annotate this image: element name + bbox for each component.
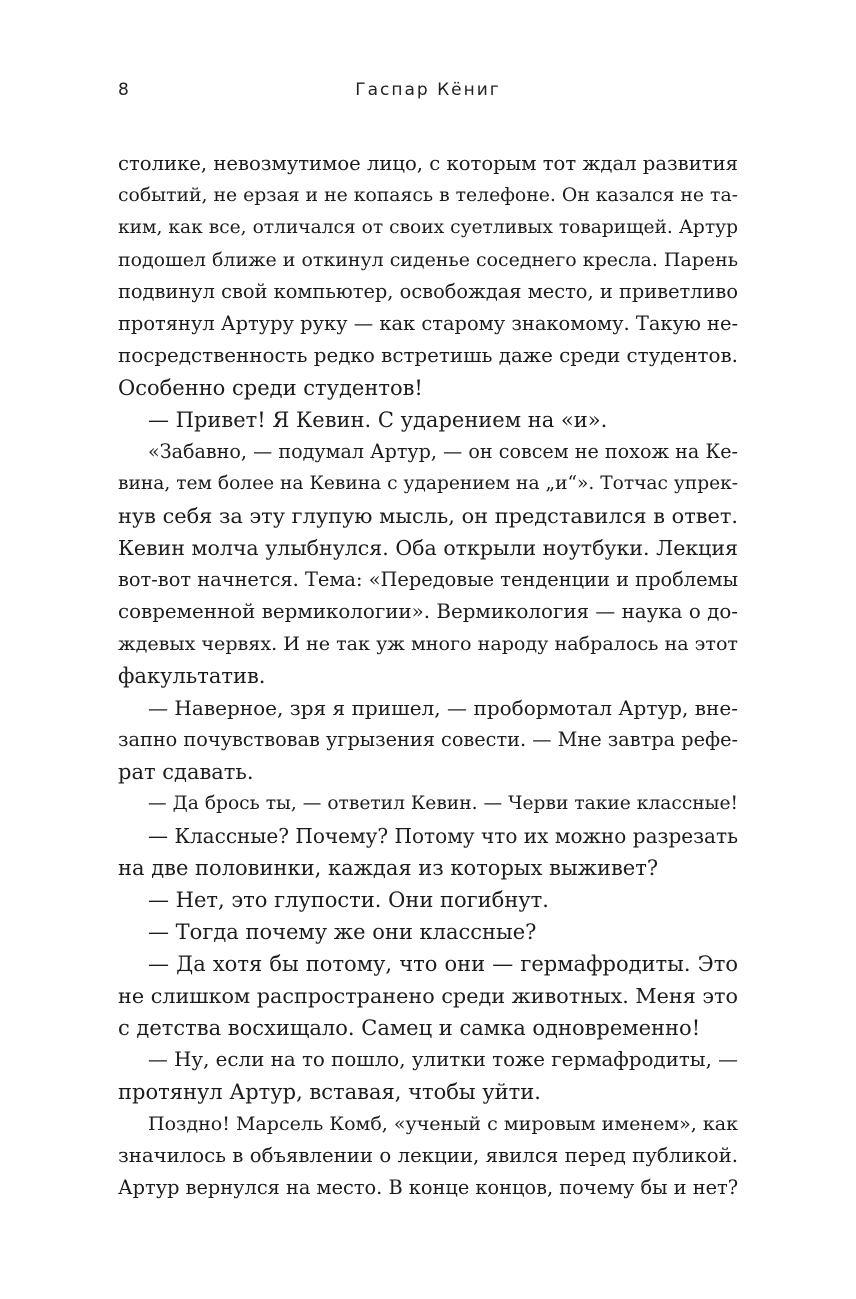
text-line: — Привет! Я Кевин. С ударением на «и». <box>148 408 608 432</box>
text-line: современной вермикологии». Вермикология — наука о до- <box>118 600 738 623</box>
text-line: подошел ближе и откинул сиденье соседнего кресла. Парень <box>118 249 738 271</box>
page-header <box>0 80 856 110</box>
text-line: факультатив. <box>118 664 266 688</box>
text-line: — Ну, если на то пошло, улитки тоже гермафродиты, — <box>148 1048 738 1071</box>
text-line: рат сдавать. <box>118 760 254 784</box>
text-line: столике, невозмутимое лицо, с которым тот ждал развития <box>118 152 738 175</box>
text-line: — Да брось ты, — ответил Кевин. — Черви такие классные! <box>148 793 738 814</box>
text-line: нув себя за эту глупую мысль, он представился в ответ. <box>118 504 738 528</box>
text-line: посредственность редко встретишь даже среди студентов. <box>118 344 738 367</box>
text-line: на две половинки, каждая из которых выживет? <box>118 856 659 880</box>
text-line: не слишком распространено среди животных. Меня это <box>118 984 738 1008</box>
text-line: «Забавно, — подумал Артур, — он совсем не похож на Ке- <box>148 440 738 463</box>
text-line: значилось в объявлении о лекции, явился перед публикой. <box>118 1144 738 1167</box>
text-line: вот-вот начнется. Тема: «Передовые тенденции и проблемы <box>118 568 738 591</box>
text-line: ждевых червях. И не так уж много народу набралось на этот <box>118 632 738 655</box>
text-line: ким, как все, отличался от своих суетливых товарищей. Артур <box>118 217 738 238</box>
text-line: Особенно среди студентов! <box>118 376 423 400</box>
text-line: вина, тем более на Кевина с ударением на „и“». Тотчас упрек- <box>118 473 738 494</box>
text-line: Кевин молча улыбнулся. Оба открыли ноутбуки. Лекция <box>118 536 738 560</box>
text-line: подвинул свой компьютер, освобождая место, и приветливо <box>118 280 738 303</box>
text-line: с детства восхищало. Самец и самка одновременно! <box>118 1016 701 1040</box>
text-line: — Классные? Почему? Потому что их можно разрезать <box>148 824 738 848</box>
text-line: запно почувствовав угрызения совести. — Мне завтра рефе- <box>118 728 738 751</box>
body-text <box>118 148 738 1204</box>
text-line: — Тогда почему же они классные? <box>148 920 537 944</box>
text-line: Артур вернулся на место. В конце концов, почему бы и нет? <box>118 1176 739 1199</box>
text-line: протянул Артур, вставая, чтобы уйти. <box>118 1080 541 1104</box>
text-line: — Наверное, зря я пришел, — пробормотал Артур, вне- <box>148 696 738 720</box>
page-number: 8 <box>118 80 131 100</box>
text-line: Поздно! Марсель Комб, «ученый с мировым именем», как <box>148 1113 738 1135</box>
text-line: событий, не ерзая и не копаясь в телефоне. Он казался не та- <box>118 185 738 206</box>
text-line: — Да хотя бы потому, что они — гермафродиты. Это <box>148 952 738 976</box>
running-head: Гаспар Кёниг <box>355 80 501 100</box>
text-line: протянул Артуру руку — как старому знакомому. Такую не- <box>118 312 738 335</box>
text-line: — Нет, это глупости. Они погибнут. <box>148 888 549 912</box>
